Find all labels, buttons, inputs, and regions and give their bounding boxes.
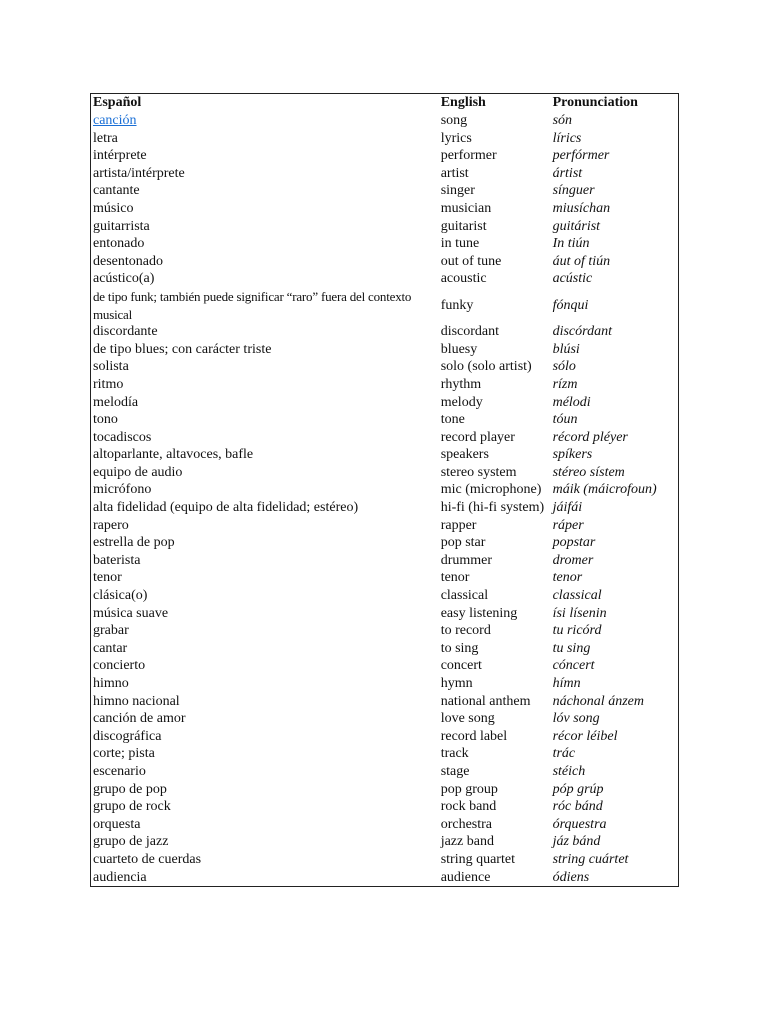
- english-term: funky: [440, 297, 474, 313]
- header-pronunciation: Pronunciation: [552, 95, 638, 111]
- spanish-term: discordante: [93, 324, 158, 340]
- english-term: hymn: [440, 676, 473, 691]
- pronunciation: acústic: [552, 271, 593, 287]
- english-term: in tune: [440, 236, 480, 252]
- table-row: [91, 341, 679, 359]
- spanish-term: músico: [93, 200, 134, 216]
- english-term: acoustic: [440, 271, 487, 287]
- pronunciation: classical: [552, 588, 602, 604]
- table-row: [91, 182, 679, 200]
- spanish-term: alta fidelidad (equipo de alta fidelidad; estéreo): [93, 500, 359, 516]
- table-row: [91, 816, 679, 834]
- pronunciation: stéreo sístem: [552, 464, 625, 480]
- table-row: [91, 657, 679, 675]
- english-term: rapper: [440, 517, 477, 533]
- pronunciation: In tiún: [552, 236, 590, 252]
- spanish-term: micrófono: [93, 482, 152, 498]
- spanish-term: entonado: [93, 236, 145, 252]
- english-term: classical: [440, 588, 489, 604]
- english-term: guitarist: [440, 218, 487, 234]
- pronunciation: guitárist: [552, 218, 601, 234]
- pronunciation: cóncert: [552, 658, 595, 674]
- english-term: tenor: [440, 570, 470, 586]
- english-term: song: [440, 113, 468, 128]
- spanish-term: tocadiscos: [93, 429, 152, 445]
- pronunciation: áut of tiún: [552, 253, 611, 269]
- english-term: love song: [440, 711, 495, 727]
- spanish-term: cuarteto de cuerdas: [93, 851, 202, 867]
- pronunciation: fónqui: [552, 297, 589, 313]
- pronunciation: jáifái: [552, 500, 583, 516]
- header-spanish: Español: [93, 95, 142, 111]
- table-row: [91, 798, 679, 816]
- table-row: [91, 851, 679, 869]
- spanish-term: himno nacional: [93, 693, 180, 709]
- english-term: drummer: [440, 552, 493, 568]
- english-term: pop star: [440, 535, 486, 551]
- spanish-term: desentonado: [93, 253, 163, 269]
- table-row: [91, 640, 679, 658]
- english-term: national anthem: [440, 693, 531, 709]
- pronunciation: stéich: [552, 763, 586, 779]
- table-row: [91, 253, 679, 271]
- spanish-term: escenario: [93, 763, 146, 779]
- english-term: to record: [440, 623, 491, 639]
- spanish-term: clásica(o): [93, 588, 148, 604]
- spanish-term: música suave: [93, 605, 169, 621]
- table-row: [91, 464, 679, 482]
- pronunciation: ísi lísenin: [552, 605, 607, 621]
- pronunciation: ódiens: [552, 869, 590, 885]
- pronunciation: náchonal ánzem: [552, 693, 644, 709]
- spanish-term: grupo de rock: [93, 799, 171, 815]
- pronunciation: tóun: [552, 412, 578, 428]
- table-row: [91, 112, 679, 130]
- table-row: [91, 763, 679, 781]
- spanish-term: discográfica: [93, 728, 162, 744]
- english-term: out of tune: [440, 253, 502, 269]
- english-term: track: [440, 746, 469, 762]
- spanish-term: corte; pista: [93, 746, 155, 762]
- spanish-term: equipo de audio: [93, 464, 183, 480]
- pronunciation: blúsi: [552, 341, 580, 357]
- pronunciation: róc bánd: [552, 799, 603, 815]
- english-term: singer: [440, 183, 475, 199]
- pronunciation: lóv song: [552, 711, 600, 727]
- pronunciation: tu ricórd: [552, 623, 602, 639]
- english-term: musician: [440, 200, 492, 216]
- table-row: [91, 833, 679, 851]
- pronunciation: póp grúp: [552, 781, 604, 797]
- table-row: [91, 552, 679, 570]
- spanish-term: cantante: [93, 183, 140, 199]
- pronunciation: órquestra: [552, 816, 607, 832]
- english-term: record player: [440, 429, 515, 445]
- english-term: easy listening: [440, 605, 518, 621]
- english-term: melody: [440, 394, 483, 410]
- table-row: [91, 358, 679, 376]
- pronunciation: máik (máicrofoun): [552, 482, 657, 498]
- spanish-term: audiencia: [93, 869, 147, 885]
- spanish-term: concierto: [93, 658, 146, 674]
- spanish-term: himno: [93, 676, 129, 691]
- english-term: stereo system: [440, 464, 517, 480]
- english-term: hi-fi (hi-fi system): [440, 500, 545, 516]
- pronunciation: ráper: [552, 517, 584, 533]
- pronunciation: mélodi: [552, 394, 591, 410]
- english-term: discordant: [440, 324, 500, 340]
- english-term: concert: [440, 658, 482, 674]
- spanish-term: altoparlante, altavoces, bafle: [93, 447, 254, 463]
- pronunciation: hímn: [552, 676, 581, 691]
- table-row: [91, 587, 679, 605]
- spanish-term: ritmo: [93, 376, 124, 392]
- pronunciation: rízm: [552, 376, 578, 392]
- table-row: [91, 235, 679, 253]
- english-term: speakers: [440, 447, 489, 463]
- pronunciation: spíkers: [552, 447, 593, 463]
- pronunciation: récord pléyer: [552, 429, 628, 445]
- english-term: solo (solo artist): [440, 359, 532, 375]
- english-term: string quartet: [440, 851, 515, 867]
- spanish-term: tono: [93, 412, 118, 428]
- english-term: performer: [440, 148, 497, 164]
- pronunciation: trác: [552, 746, 576, 762]
- pronunciation: tu sing: [552, 640, 591, 656]
- spanish-term: artista/intérprete: [93, 165, 185, 181]
- table-row: [91, 728, 679, 746]
- english-term: orchestra: [440, 816, 493, 832]
- table-row: [91, 376, 679, 394]
- spanish-term: orquesta: [93, 816, 141, 832]
- english-term: to sing: [440, 640, 479, 656]
- table-row: [91, 429, 679, 447]
- spanish-term: [91, 112, 439, 130]
- spanish-term: letra: [93, 130, 118, 146]
- spanish-term: grabar: [93, 623, 129, 639]
- english-term: artist: [440, 165, 469, 181]
- spanish-term: solista: [93, 359, 129, 375]
- header-english: English: [440, 95, 486, 111]
- table-body: [91, 112, 679, 887]
- spanish-term: de tipo blues; con carácter triste: [93, 341, 272, 357]
- table-row: [91, 165, 679, 183]
- vocabulary-table: [90, 93, 679, 887]
- table-row: [91, 218, 679, 236]
- pronunciation: discórdant: [552, 324, 612, 340]
- pronunciation: jáz bánd: [552, 834, 601, 850]
- pronunciation: récor léibel: [552, 728, 618, 744]
- spanish-term: tenor: [93, 570, 122, 586]
- header-row: [91, 94, 679, 113]
- english-term: tone: [440, 412, 465, 428]
- table-row: [91, 394, 679, 412]
- spanish-term-link[interactable]: canción: [93, 113, 137, 128]
- spanish-term: canción de amor: [93, 711, 186, 727]
- table-row: [91, 869, 679, 887]
- table-header: [91, 94, 679, 113]
- pronunciation: miusíchan: [552, 200, 611, 216]
- english-term: bluesy: [440, 341, 478, 357]
- table-row: [91, 446, 679, 464]
- table-row: [91, 517, 679, 535]
- table-row: [91, 411, 679, 429]
- english-term: jazz band: [440, 834, 494, 850]
- table-row: [91, 605, 679, 623]
- english-term: stage: [440, 763, 470, 779]
- pronunciation: string cuártet: [552, 851, 629, 867]
- spanish-term: de tipo funk; también puede significar “raro” fuera del contexto musical: [93, 288, 412, 322]
- table-row: [91, 323, 679, 341]
- spanish-term: grupo de jazz: [93, 834, 169, 850]
- english-term: pop group: [440, 781, 498, 797]
- table-row: [91, 781, 679, 799]
- spanish-term: grupo de pop: [93, 781, 167, 797]
- table-row: [91, 288, 679, 323]
- pronunciation: sólo: [552, 359, 576, 375]
- pronunciation: popstar: [552, 535, 596, 551]
- english-term: lyrics: [440, 130, 472, 146]
- english-term: audience: [440, 869, 491, 885]
- table-row: [91, 710, 679, 728]
- table-row: [91, 534, 679, 552]
- spanish-term: baterista: [93, 552, 141, 568]
- table-row: [91, 745, 679, 763]
- table-row: [91, 569, 679, 587]
- pronunciation: tenor: [552, 570, 583, 586]
- pronunciation: dromer: [552, 552, 594, 568]
- table-row: [91, 270, 679, 288]
- table-row: [91, 675, 679, 693]
- pronunciation: són: [552, 113, 573, 128]
- english-term: mic (microphone): [440, 482, 542, 498]
- table-row: [91, 499, 679, 517]
- spanish-term: cantar: [93, 640, 128, 656]
- table-row: [91, 693, 679, 711]
- table-row: [91, 200, 679, 218]
- spanish-term: melodía: [93, 394, 139, 410]
- english-term: rock band: [440, 799, 497, 815]
- table-row: [91, 147, 679, 165]
- pronunciation: lírics: [552, 130, 582, 146]
- table-row: [91, 481, 679, 499]
- english-term: rhythm: [440, 376, 482, 392]
- spanish-term: guitarrista: [93, 218, 150, 234]
- spanish-term: estrella de pop: [93, 535, 175, 551]
- pronunciation: perfórmer: [552, 148, 610, 164]
- table-row: [91, 622, 679, 640]
- spanish-term: rapero: [93, 517, 129, 533]
- english-term: record label: [440, 728, 508, 744]
- pronunciation: ártist: [552, 165, 583, 181]
- pronunciation: sínguer: [552, 183, 595, 199]
- table-row: [91, 130, 679, 148]
- spanish-term: intérprete: [93, 148, 147, 164]
- spanish-term: acústico(a): [93, 271, 155, 287]
